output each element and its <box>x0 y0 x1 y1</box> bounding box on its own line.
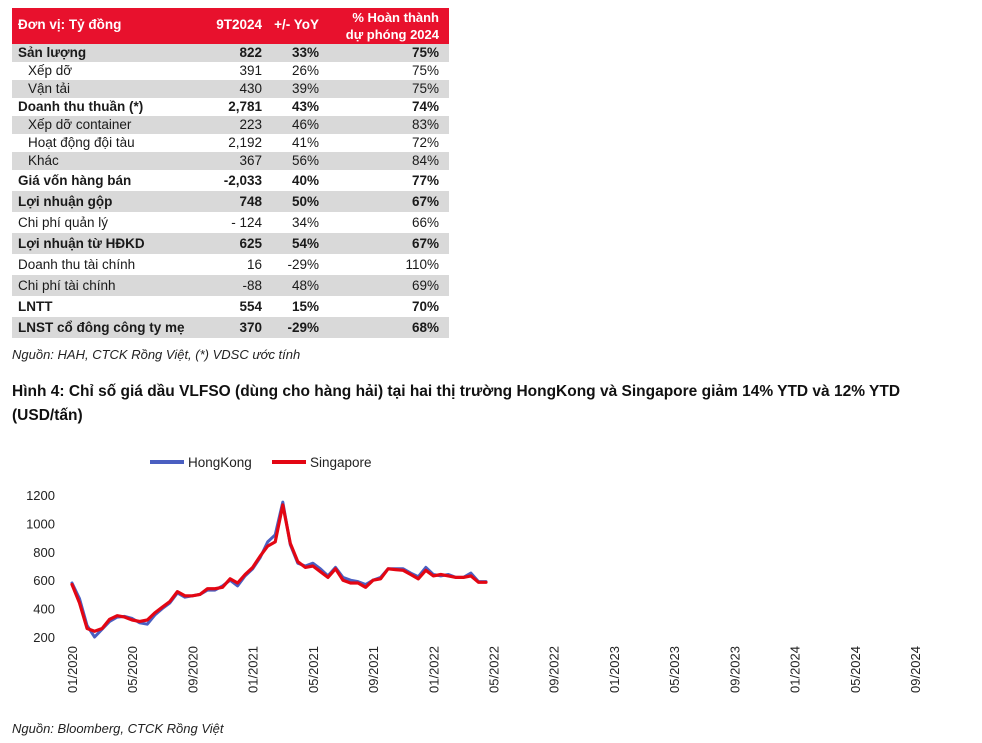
x-tick-label: 09/2021 <box>366 646 382 693</box>
row-label: Sản lượng <box>12 44 209 62</box>
row-value-9t2024: -2,033 <box>223 173 263 188</box>
row-label: LNTT <box>18 299 53 314</box>
table-row <box>12 275 449 296</box>
row-value-completion: 75% <box>331 44 449 62</box>
header-completion <box>331 8 449 44</box>
y-tick-label: 200 <box>33 630 55 645</box>
row-value-yoy: 40% <box>292 173 320 188</box>
row-value-completion: 68% <box>331 317 449 338</box>
legend-label-singapore: Singapore <box>310 455 372 470</box>
row-label: Chi phí quản lý <box>18 215 109 230</box>
row-value-completion: 67% <box>331 233 449 254</box>
table-header-row <box>12 8 449 44</box>
row-value-completion: 72% <box>411 135 439 150</box>
y-tick-label: 1200 <box>26 488 55 503</box>
x-tick-label: 09/2024 <box>908 646 924 693</box>
row-label: Vận tải <box>12 80 209 98</box>
row-value-yoy: 46% <box>266 116 331 134</box>
table-row <box>12 254 449 275</box>
table-row <box>12 296 449 317</box>
row-value-completion: 110% <box>405 257 439 272</box>
row-value-yoy: -29% <box>266 317 331 338</box>
x-tick-label: 05/2022 <box>486 646 502 693</box>
row-value-9t2024: 625 <box>209 233 266 254</box>
row-value-yoy: 26% <box>292 63 320 78</box>
y-tick-label: 1000 <box>26 516 55 532</box>
table-row <box>12 62 449 80</box>
table-row <box>12 170 449 191</box>
row-value-completion: 83% <box>331 116 449 134</box>
row-value-yoy: 41% <box>292 135 320 150</box>
header-completion-line1: % Hoàn thành <box>352 10 439 25</box>
x-tick-label: 01/2020 <box>65 646 80 693</box>
chart-legend <box>150 455 372 470</box>
x-tick-label: 05/2020 <box>125 646 141 693</box>
table-row <box>12 233 449 254</box>
row-value-completion: 77% <box>411 173 439 188</box>
row-label: Doanh thu tài chính <box>18 257 136 272</box>
row-value-yoy: 39% <box>266 80 331 98</box>
row-label: Khác <box>12 152 209 170</box>
row-value-completion: 74% <box>411 99 439 114</box>
row-value-9t2024: 2,781 <box>228 99 263 114</box>
row-value-9t2024: - 124 <box>231 215 263 230</box>
financial-summary-table <box>12 8 449 338</box>
row-value-yoy: 43% <box>292 99 320 114</box>
row-value-completion: 75% <box>331 80 449 98</box>
row-value-completion: 66% <box>411 215 439 230</box>
row-value-9t2024: 367 <box>209 152 266 170</box>
row-value-yoy: 48% <box>266 275 331 296</box>
row-value-9t2024: -88 <box>209 275 266 296</box>
row-label: Giá vốn hàng bán <box>18 173 132 188</box>
row-value-9t2024: 223 <box>209 116 266 134</box>
row-value-yoy: 15% <box>292 299 320 314</box>
row-value-9t2024: 16 <box>247 257 263 272</box>
table-row <box>12 317 449 338</box>
row-label: Xếp dỡ <box>28 63 73 78</box>
x-tick-label: 09/2022 <box>546 646 562 693</box>
table-row <box>12 116 449 134</box>
row-value-completion: 84% <box>331 152 449 170</box>
x-tick-label: 01/2024 <box>787 646 803 693</box>
row-value-yoy: 34% <box>292 215 320 230</box>
row-value-yoy: -29% <box>287 257 320 272</box>
x-tick-label: 05/2023 <box>667 646 683 693</box>
vlfso-price-chart <box>0 440 924 720</box>
row-label: LNST cổ đông công ty mẹ <box>12 317 209 338</box>
legend-label-hongkong: HongKong <box>188 455 252 470</box>
row-value-completion: 67% <box>331 191 449 212</box>
header-unit: Đơn vị: Tỷ đồng <box>12 8 209 44</box>
row-label: Lợi nhuận gộp <box>12 191 209 212</box>
table-row <box>12 80 449 98</box>
header-completion-line2: dự phóng 2024 <box>345 27 439 42</box>
row-value-yoy: 50% <box>266 191 331 212</box>
row-value-completion: 69% <box>331 275 449 296</box>
x-tick-label: 05/2021 <box>305 646 321 693</box>
row-value-yoy: 54% <box>266 233 331 254</box>
table-row <box>12 98 449 116</box>
x-tick-label: 09/2020 <box>185 646 201 693</box>
y-tick-label: 800 <box>33 544 55 560</box>
header-9t2024: 9T2024 <box>209 8 266 44</box>
row-value-9t2024: 391 <box>239 63 263 78</box>
figure-title: Hình 4: Chỉ số giá dầu VLFSO (dùng cho hàng hải) tại hai thị trường HongKong và Singapore giảm 14% YTD và 12% YTD (USD/tấn) <box>12 383 901 424</box>
x-axis <box>65 646 923 693</box>
table-row <box>12 191 449 212</box>
row-value-9t2024: 2,192 <box>228 135 263 150</box>
header-yoy: +/- YoY <box>266 8 331 44</box>
row-value-9t2024: 822 <box>209 44 266 62</box>
table-body <box>12 44 449 338</box>
y-tick-label: 400 <box>33 601 55 617</box>
row-label: Hoạt động đội tàu <box>28 135 135 150</box>
x-tick-label: 09/2023 <box>727 646 743 693</box>
table-row <box>12 44 449 62</box>
row-label: Chi phí tài chính <box>12 275 209 296</box>
row-value-yoy: 33% <box>266 44 331 62</box>
row-value-9t2024: 370 <box>209 317 266 338</box>
x-tick-label: 01/2021 <box>245 646 261 693</box>
y-tick-label: 600 <box>33 573 55 589</box>
row-value-yoy: 56% <box>266 152 331 170</box>
row-label: Lợi nhuận từ HĐKD <box>12 233 209 254</box>
row-value-completion: 75% <box>411 63 439 78</box>
row-value-9t2024: 554 <box>239 299 263 314</box>
y-axis <box>26 488 55 645</box>
x-tick-label: 05/2024 <box>847 646 863 693</box>
row-value-completion: 70% <box>411 299 439 314</box>
table-row <box>12 134 449 152</box>
x-tick-label: 01/2022 <box>426 646 442 693</box>
table-row <box>12 152 449 170</box>
table-row <box>12 212 449 233</box>
chart-source-note: Nguồn: Bloomberg, CTCK Rồng Việt <box>12 721 224 736</box>
row-value-9t2024: 748 <box>209 191 266 212</box>
chart-lines <box>72 502 486 637</box>
row-label: Doanh thu thuần (*) <box>18 99 144 114</box>
row-value-9t2024: 430 <box>209 80 266 98</box>
table-source-note: Nguồn: HAH, CTCK Rồng Việt, (*) VDSC ước tính <box>12 347 301 362</box>
row-label: Xếp dỡ container <box>12 116 209 134</box>
x-tick-label: 01/2023 <box>606 646 622 693</box>
